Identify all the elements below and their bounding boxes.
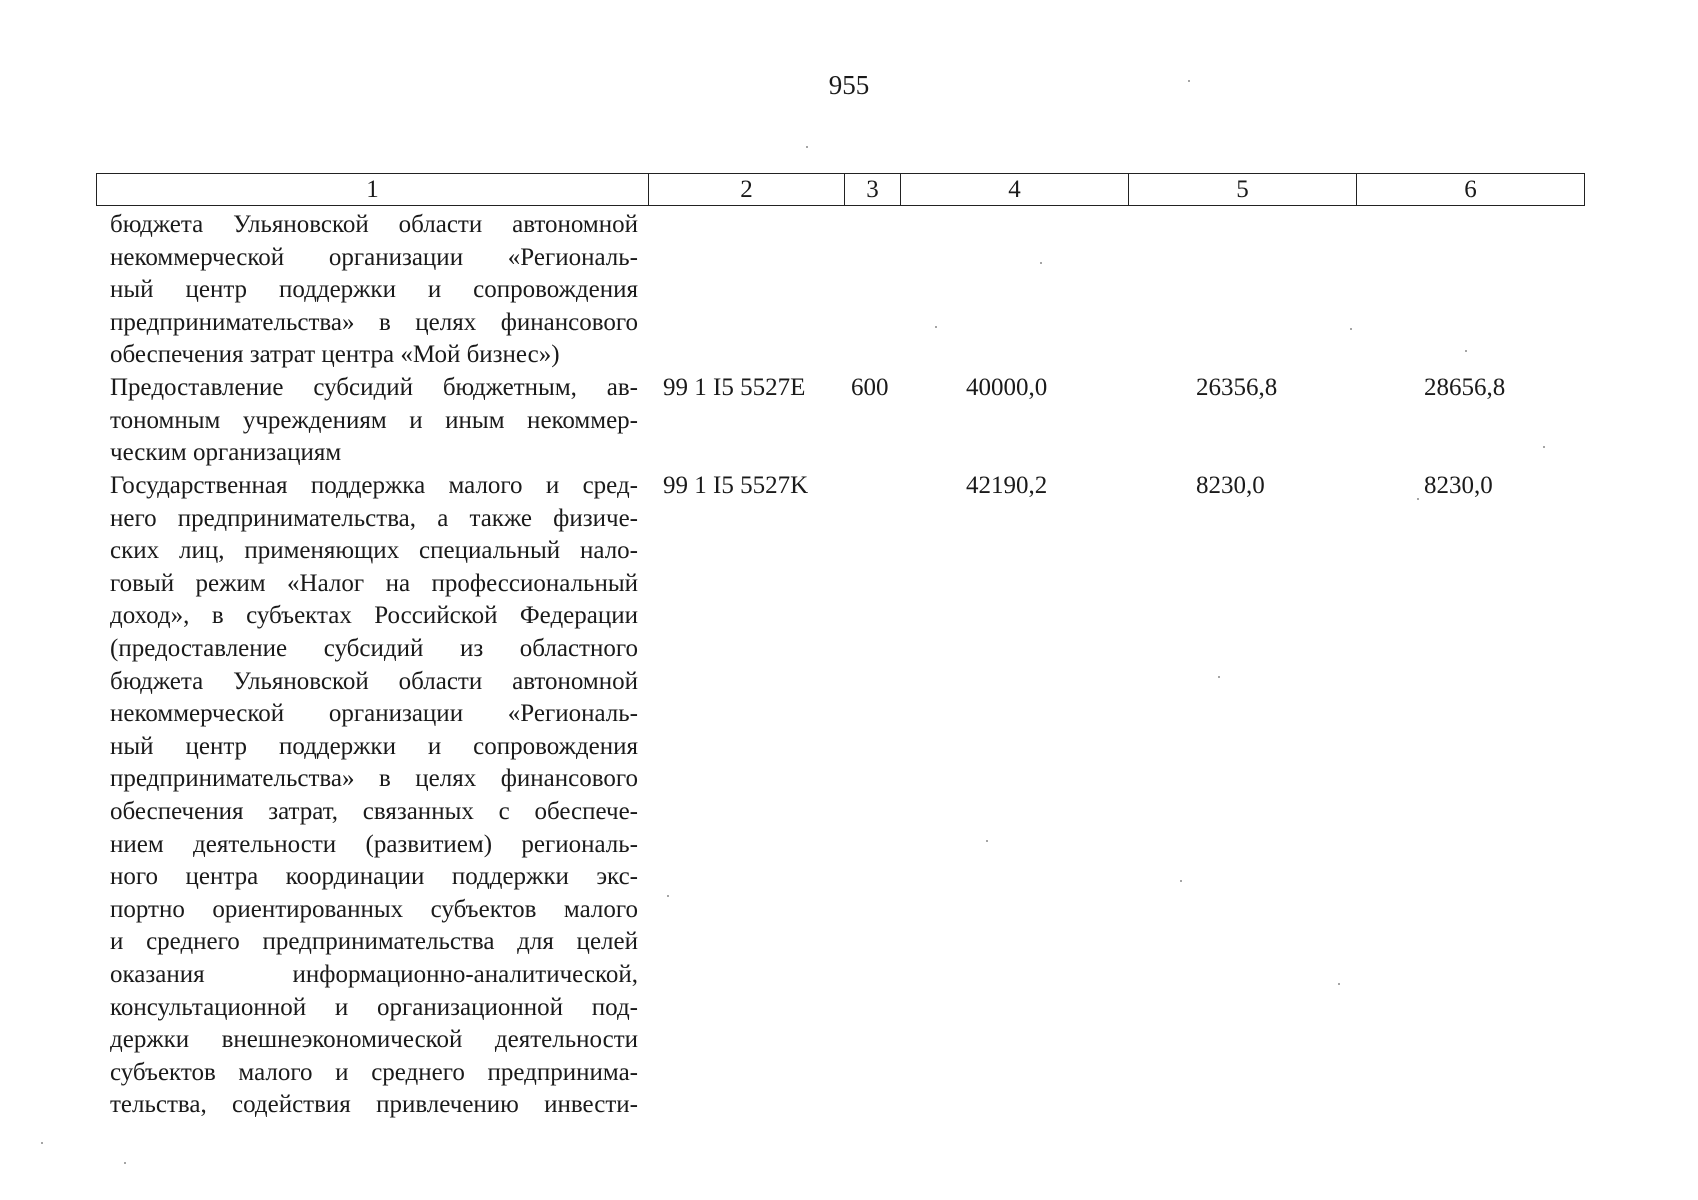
row-2-value-6: 8230,0 bbox=[1424, 472, 1493, 499]
header-col-5: 5 bbox=[1129, 174, 1357, 206]
header-col-6: 6 bbox=[1357, 174, 1585, 206]
text-line: тономным учреждениям и иным некоммер- bbox=[110, 406, 638, 434]
row-1-value-5: 26356,8 bbox=[1196, 374, 1278, 401]
table-header bbox=[96, 173, 1585, 206]
text-line: держки внешнеэкономической деятельности bbox=[110, 1026, 638, 1054]
text-line: бюджета Ульяновской области автономной bbox=[110, 211, 638, 238]
text-line: ного центра координации поддержки экс- bbox=[110, 863, 638, 891]
text-line: ный центр поддержки и сопровождения bbox=[110, 732, 638, 760]
header-col-4: 4 bbox=[901, 174, 1129, 206]
row-1-code: 99 1 I5 5527E bbox=[663, 374, 806, 401]
text-line: бюджета Ульяновской области автономной bbox=[110, 667, 638, 695]
text-line: портно ориентированных субъектов малого bbox=[110, 895, 638, 923]
speck bbox=[1417, 498, 1419, 500]
text-line: оказания информационно-аналитической, bbox=[110, 960, 638, 988]
row-1-description bbox=[110, 372, 638, 470]
speck bbox=[806, 146, 808, 148]
header-row bbox=[97, 174, 1585, 206]
speck bbox=[1180, 880, 1182, 882]
text-line: ческим организациям bbox=[110, 439, 342, 467]
text-line: ный центр поддержки и сопровождения bbox=[110, 276, 638, 304]
row-1-value-4: 40000,0 bbox=[966, 374, 1048, 401]
text-line: говый режим «Налог на профессиональный bbox=[110, 569, 638, 597]
row-2-value-4: 42190,2 bbox=[966, 472, 1048, 499]
row-1-value-6: 28656,8 bbox=[1424, 374, 1506, 401]
text-line: субъектов малого и среднего предпринима- bbox=[110, 1058, 638, 1086]
page-number: 955 bbox=[828, 70, 870, 100]
speck bbox=[1188, 80, 1190, 82]
row-1-type: 600 bbox=[851, 374, 889, 401]
text-line: него предпринимательства, а также физиче- bbox=[110, 504, 638, 532]
text-line: Государственная поддержка малого и сред- bbox=[110, 472, 638, 499]
speck bbox=[41, 1142, 43, 1144]
header-col-1: 1 bbox=[97, 174, 649, 206]
header-col-2: 2 bbox=[649, 174, 845, 206]
row-2-description bbox=[110, 470, 638, 1122]
text-line: обеспечения затрат центра «Мой бизнес») bbox=[110, 341, 560, 369]
row-2-value-5: 8230,0 bbox=[1196, 472, 1265, 499]
text-line: и среднего предпринимательства для целей bbox=[110, 928, 638, 956]
text-line: предпринимательства» в целях финансового bbox=[110, 308, 638, 336]
speck bbox=[1040, 262, 1042, 264]
speck bbox=[1218, 676, 1220, 678]
text-line: тельства, содействия привлечению инвести- bbox=[110, 1091, 638, 1119]
text-line: доход», в субъектах Российской Федерации bbox=[110, 602, 638, 630]
text-line: предпринимательства» в целях финансового bbox=[110, 765, 638, 793]
speck bbox=[124, 1162, 126, 1164]
speck bbox=[1338, 983, 1340, 985]
speck bbox=[1350, 328, 1352, 330]
text-line: ских лиц, применяющих специальный нало- bbox=[110, 537, 638, 565]
text-line: обеспечения затрат, связанных с обеспече- bbox=[110, 797, 638, 825]
continuation-text bbox=[110, 209, 638, 372]
speck bbox=[667, 895, 669, 897]
speck bbox=[1543, 446, 1545, 448]
speck bbox=[1465, 350, 1467, 352]
speck bbox=[986, 840, 988, 842]
text-line: некоммерческой организации «Региональ- bbox=[110, 243, 638, 271]
speck bbox=[935, 326, 937, 328]
text-line: (предоставление субсидий из областного bbox=[110, 634, 638, 662]
text-line: нием деятельности (развитием) региональ- bbox=[110, 830, 638, 858]
header-col-3: 3 bbox=[845, 174, 901, 206]
text-line: некоммерческой организации «Региональ- bbox=[110, 700, 638, 728]
text-line: консультационной и организационной под- bbox=[110, 993, 638, 1021]
row-2-code: 99 1 I5 5527K bbox=[663, 472, 809, 499]
text-line: Предоставление субсидий бюджетным, ав- bbox=[110, 374, 638, 401]
